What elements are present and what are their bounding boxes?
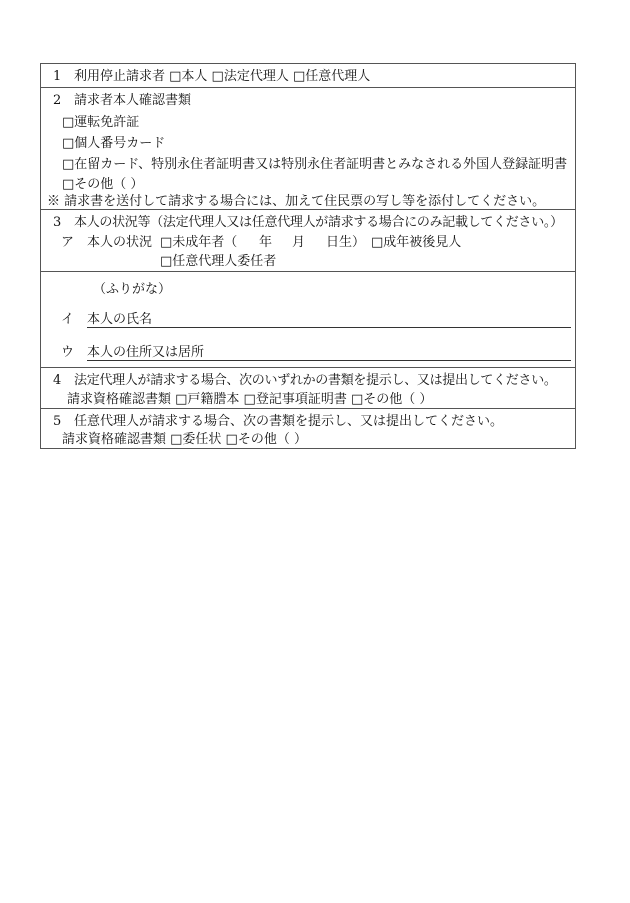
section-requester: [41, 64, 575, 88]
section-2-title: 請求者本人確認書類: [74, 93, 192, 108]
person-name-label: イ 本人の氏名: [61, 312, 153, 327]
section-3-title: 本人の状況等（法定代理人又は任意代理人が請求する場合にのみ記載してください。）: [74, 215, 563, 230]
section-3-number: 3: [53, 215, 62, 230]
section-1-text: 利用停止請求者 □本人 □法定代理人 □任意代理人: [74, 69, 371, 84]
mail-request-note: ※ 請求書を送付して請求する場合には、加えて住民票の写し等を添付してください。: [47, 194, 546, 209]
doc-option-my-number-card: □個人番号カード: [62, 136, 166, 151]
doc-option-drivers-license: □運転免許証: [62, 115, 140, 130]
section-identity-documents: [41, 88, 575, 210]
person-address-label: ウ 本人の住所又は居所: [61, 345, 205, 360]
furigana-label: （ふりがな）: [93, 282, 172, 297]
person-address-line: [87, 360, 571, 361]
section-2-number: 2: [53, 93, 62, 108]
section-1-number: 1: [53, 69, 62, 84]
status-option-adult-ward: □成年被後見人: [371, 235, 462, 250]
section-person-status: [41, 210, 575, 272]
section-person-name-address: [41, 272, 575, 368]
section-4-text: 法定代理人が請求する場合、次のいずれかの書類を提示し、又は提出してください。: [74, 373, 557, 388]
birth-day-unit: 日生）: [326, 235, 366, 250]
person-name-line: [87, 327, 571, 328]
status-option-minor: □未成年者（: [160, 235, 238, 250]
section-5-number: 5: [53, 414, 62, 429]
birth-month-unit: 月: [292, 235, 306, 250]
section-4-documents: 請求資格確認書類 □戸籍謄本 □登記事項証明書 □その他（ ）: [67, 392, 433, 407]
section-voluntary-agent: [41, 409, 575, 449]
section-5-text: 任意代理人が請求する場合、次の書類を提示し、又は提出してください。: [74, 414, 504, 429]
status-label: ア 本人の状況: [61, 235, 153, 250]
doc-option-other: □その他（ ）: [62, 177, 144, 192]
section-legal-representative: [41, 368, 575, 409]
section-4-number: 4: [53, 373, 62, 388]
birth-year-unit: 年: [259, 235, 273, 250]
status-option-principal: □任意代理人委任者: [160, 254, 277, 269]
request-form-table: [40, 63, 576, 449]
section-5-documents: 請求資格確認書類 □委任状 □その他（ ）: [62, 432, 307, 447]
doc-option-residence-card: □在留カード、特別永住者証明書又は特別永住者証明書とみなされる外国人登録証明書: [62, 157, 568, 172]
